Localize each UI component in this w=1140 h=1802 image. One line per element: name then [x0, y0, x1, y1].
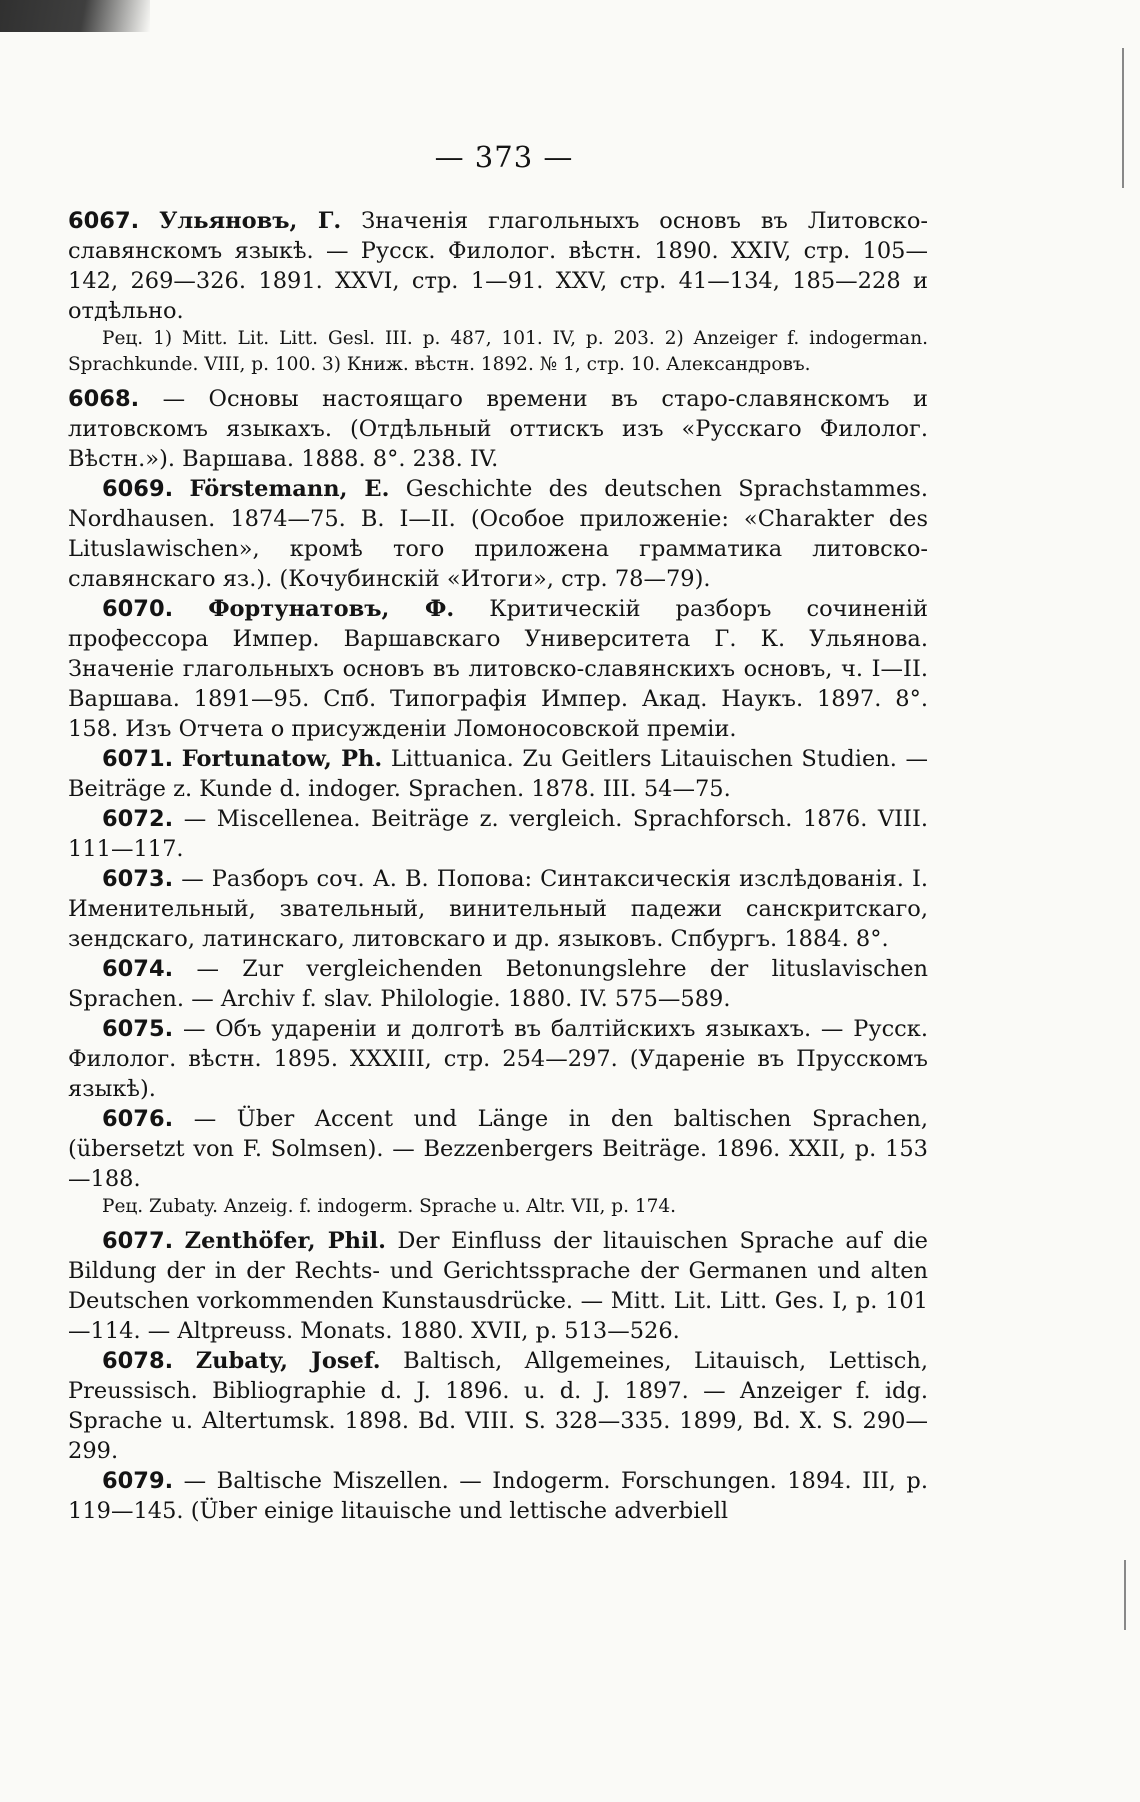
entry-number: 6073.	[102, 866, 174, 892]
entry-author: Фортунатовъ, Ф.	[208, 596, 455, 622]
entry-text: — Zur vergleichenden Betonungslehre der lituslavischen Sprachen. — Archiv f. slav. Philologie. 1880. IV. 575—589.	[68, 956, 929, 1012]
entry-number: 6076.	[102, 1106, 174, 1132]
entry-text: Der Einfluss der litauischen Sprache auf die Bildung der in der Rechts- und Gerichtssprache der Germanen und alten Deutschen vorkommenden Kunstausdrücke. — Mitt. Lit. Litt. Ges. I, p. 101—114. — Altpreuss. Monats. 1880. XVII, p. 513—526.	[68, 1228, 928, 1344]
bibliography-entry	[68, 1104, 928, 1194]
entry-author: Zubaty, Josef.	[195, 1348, 381, 1374]
bibliography-entry	[68, 804, 928, 864]
scan-edge-mark	[1122, 48, 1124, 188]
bibliography-entry	[68, 1466, 928, 1526]
bibliography-entry	[68, 1226, 928, 1346]
entry-number: 6075.	[102, 1016, 174, 1042]
bibliography-entry	[68, 744, 928, 804]
entry-number: 6069.	[102, 476, 174, 502]
entry-text: Geschichte des deutschen Sprachstammes. Nordhausen. 1874—75. B. I—II. (Особое приложеніе: «Charakter des Lituslawischen», кромѣ того приложена грамматика литовско-славянскаго яз.). (Кочубинскій «Итоги», стр. 78—79).	[68, 476, 929, 592]
entry-number: 6077.	[102, 1228, 174, 1254]
entry-number: 6070.	[102, 596, 174, 622]
bibliography-entry	[68, 594, 928, 744]
entry-text: Littuanica. Zu Geitlers Litauischen Studien. — Beiträge z. Kunde d. indoger. Sprachen. 1878. III. 54—75.	[68, 746, 929, 802]
review-note: Рец. 1) Mitt. Lit. Litt. Gesl. III. p. 487, 101. IV, p. 203. 2) Anzeiger f. indogerman. Sprachkunde. VIII, p. 100. 3) Книж. вѣстн. 1892. № 1, стр. 10. Александровъ.	[68, 328, 928, 375]
entry-number: 6067.	[68, 208, 140, 234]
entry-text: — Основы настоящаго времени въ старо-славянскомъ и литовскомъ языкахъ. (Отдѣльный оттискъ изъ «Русскаго Филолог. Вѣстн.»). Варшава. 1888. 8°. 238. IV.	[68, 386, 929, 472]
entry-number: 6074.	[102, 956, 174, 982]
entry-author: Förstemann, E.	[189, 476, 390, 502]
entry-number: 6068.	[68, 386, 140, 412]
entry-text: Критическій разборъ сочиненій профессора Импер. Варшавскаго Университета Г. К. Ульянова. Значеніе глагольныхъ основъ въ литовско-славянскихъ основъ, ч. I—II. Варшава. 1891—95. Спб. Типографія Импер. Акад. Наукъ. 1897. 8°. 158. Изъ Отчета о присужденіи Ломоносовской преміи.	[68, 596, 928, 742]
entry-text: — Über Accent und Länge in den baltischen Sprachen, (übersetzt von F. Solmsen). — Bezzenbergers Beiträge. 1896. XXII, p. 153—188.	[68, 1106, 928, 1192]
entry-author: Fortunatow, Ph.	[181, 746, 383, 772]
page-body	[68, 140, 928, 1526]
bibliography-entry	[68, 954, 928, 1014]
review-note: Рец. Zubaty. Anzeig. f. indogerm. Sprache u. Altr. VII, p. 174.	[102, 1196, 677, 1217]
entry-text: Значенія глагольныхъ основъ въ Литовско-славянскомъ языкѣ. — Русск. Филолог. вѣстн. 1890. XXIV, стр. 105—142, 269—326. 1891. XXVI, стр. 1—91. XXV, стр. 41—134, 185—228 и отдѣльно.	[68, 208, 929, 324]
entry-text: — Miscellenea. Beiträge z. vergleich. Sprachforsch. 1876. VIII. 111—117.	[68, 806, 928, 862]
bibliography-entry	[68, 474, 928, 594]
bibliography-entry	[68, 206, 928, 326]
entry-number: 6078.	[102, 1348, 174, 1374]
entry-number: 6079.	[102, 1468, 174, 1494]
entry-text: — Baltische Miszellen. — Indogerm. Forschungen. 1894. III, p. 119—145. (Über einige litauische und lettische adverbiell	[68, 1468, 928, 1524]
entry-text: — Объ удареніи и долготѣ въ балтійскихъ языкахъ. — Русск. Филолог. вѣстн. 1895. XXXIII, стр. 254—297. (Удареніе въ Прусскомъ языкѣ).	[68, 1016, 928, 1102]
bibliography-entry	[68, 1014, 928, 1104]
entry-author: Zenthöfer, Phil.	[184, 1228, 386, 1254]
bibliography-entry	[68, 1346, 928, 1466]
scan-corner-artifact	[0, 0, 150, 32]
entry-number: 6072.	[102, 806, 174, 832]
bibliography-entry	[68, 864, 928, 954]
entry-author: Ульяновъ, Г.	[159, 208, 342, 234]
entry-text: Baltisch, Allgemeines, Litauisch, Lettisch, Preussisch. Bibliographie d. J. 1896. u. d. J. 1897. — Anzeiger f. idg. Sprache u. Altertumsk. 1898. Bd. VIII. S. 328—335. 1899, Bd. X. S. 290—299.	[68, 1348, 928, 1464]
scan-edge-mark	[1124, 1560, 1126, 1630]
page-number: — 373 —	[434, 140, 574, 174]
entry-number: 6071.	[102, 746, 174, 772]
bibliography-entry	[68, 384, 928, 474]
entry-text: — Разборъ соч. А. В. Попова: Синтаксическія изслѣдованія. I. Именительный, звательный, винительный падежи санскритскаго, зендскаго, латинскаго, литовскаго и др. языковъ. Спбургъ. 1884. 8°.	[68, 866, 929, 952]
